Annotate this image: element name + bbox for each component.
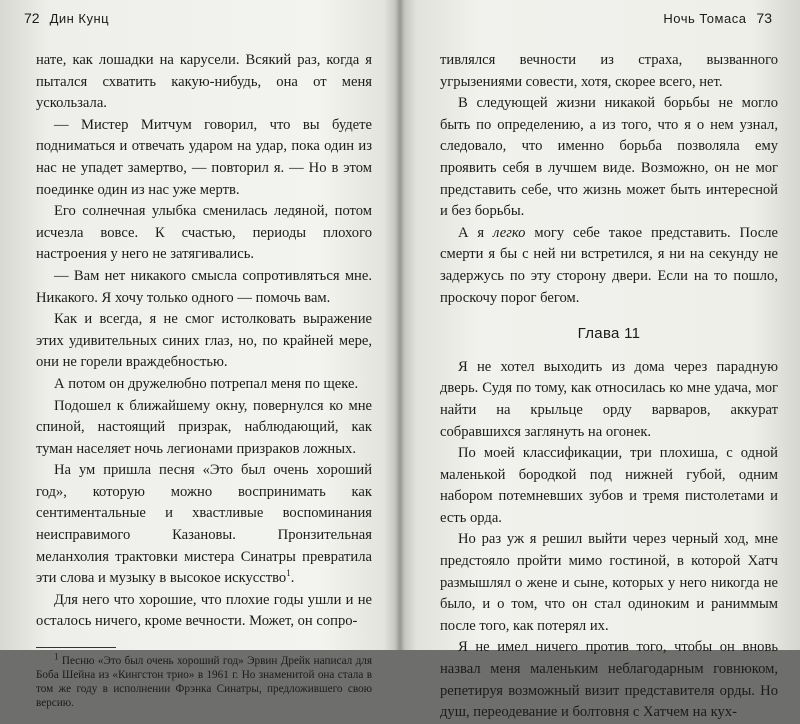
paragraph: — Вам нет никакого смысла сопротивляться мне. Никакого. Я хочу только одного — помочь вам. (36, 267, 372, 306)
paragraph-text: могу себе такое представить. После смерти я бы с ней ни встретился, я ни на секунду не задержусь по эту сторону двери. Если на то пошло, проскочу порог бегом. (440, 224, 778, 306)
left-running-head: Дин Кунц (49, 11, 110, 26)
left-page-header (24, 10, 109, 28)
paragraph: В следующей жизни никакой борьбы не могло быть по определению, а из того, что я о нем узнал, следовало, что именно борьба позволяла ему проявить себя в лучшем виде. Возможно, он не мог представить себе, что жизнь может быть интересной и без борьбы. (440, 95, 778, 220)
right-running-head: Ночь Томаса (663, 11, 747, 26)
left-page-number: 72 (24, 10, 40, 26)
paragraph-text: А я (458, 224, 493, 241)
right-page (402, 0, 800, 721)
emphasis: легко (493, 224, 526, 241)
paragraph: Для него что хорошие, что плохие годы ушли и не осталось ничего, кроме вечности. Может, он сопро- (36, 591, 372, 630)
paragraph: нате, как лошадки на карусели. Всякий раз, когда я пытался схватить какую-нибудь, она от меня ускользала. (36, 52, 372, 112)
paragraph-with-emphasis (440, 223, 778, 309)
left-page (0, 0, 398, 710)
footnote (36, 651, 372, 710)
chapter-title: Глава 11 (577, 325, 641, 343)
footnote-divider (36, 647, 116, 648)
paragraph: Но раз уж я решил выйти через черный ход, мне предстояло пройти мимо гостиной, в которой Хатч размышлял о жене и сыне, которых у него никогда не было, и о том, что он стал одиноким и раниммым после того, как потерял их. (440, 531, 778, 634)
paragraph: По моей классификации, три плохиша, с одной маленькой бородкой под нижней губой, одним набором потемневших зубов и тремя пистолетами и есть орда. (440, 445, 778, 526)
paragraph-with-footnote-ref: На ум пришла песня «Это был очень хороший год», которую можно воспринимать как сентиментальные и хвастливые воспоминания неисправимого Казановы. Пронзительная меланхолия трактовки мистера Синатры превратила эти слова и музыку в высокое искусство$^1$. (36, 462, 372, 587)
paragraph: Я не имел ничего против того, чтобы он вновь назвал меня маленьким неблагодарным говнюком, репетируя возможный визит представителя орды. Но душ, переодевание и болтовня с Хатчем на кух- (440, 639, 778, 721)
paragraph: Я не хотел выходить из дома через парадную дверь. Судя по тому, как относилась ко мне удача, мог найти на крыльце орду варваров, аккурат собравшихся заглянуть на огонек. (440, 358, 778, 440)
right-page-header (663, 10, 772, 28)
paragraph: — Мистер Митчум говорил, что вы будете подниматься и отвечать ударом на удар, пока один из нас не упадет замертво, — повторил я. — Но в этом поединке один из нас уже мертв. (36, 116, 372, 198)
paragraph-text: На ум пришла песня «Это был очень хороший год», которую можно воспринимать как сентиментальные и хвастливые воспоминания неисправимого Казановы. Пронзительная меланхолия трактовки мистера Синатры превратила эти слова и музыку в высокое искусство (36, 462, 372, 587)
paragraph: тивлялся вечности из страха, вызванного угрызениями совести, хотя, скорее всего, нет. (440, 52, 778, 90)
paragraph: А потом он дружелюбно потрепал меня по щеке. (54, 375, 359, 392)
paragraph: Подошел к ближайшему окну, повернулся ко мне спиной, настоящий призрак, наблюдающий, как туман населяет ночь легионами призраков ложных. (36, 397, 372, 457)
footnote-ref: 1 (286, 568, 291, 579)
right-page-body (440, 50, 778, 724)
footnote-text: Песню «Это был очень хороший год» Эрвин Дрейк написал для Боба Шейна из «Кингстон трио» в 1961 г. Но знаменитой она стала в том же году в исполнении Фрэнка Синатры, предложившего свою версию. (36, 655, 372, 710)
paragraph: Его солнечная улыбка сменилась ледяной, потом исчезла вовсе. К счастью, периоды плохого настроения у него не затягивались. (36, 203, 372, 263)
footnote-marker: 1 (54, 651, 59, 662)
right-page-number: 73 (756, 10, 772, 26)
left-page-body (36, 50, 372, 710)
paragraph: Как и всегда, я не смог истолковать выражение этих удивительных синих глаз, но, по крайней мере, они не горели враждебностью. (36, 311, 372, 371)
